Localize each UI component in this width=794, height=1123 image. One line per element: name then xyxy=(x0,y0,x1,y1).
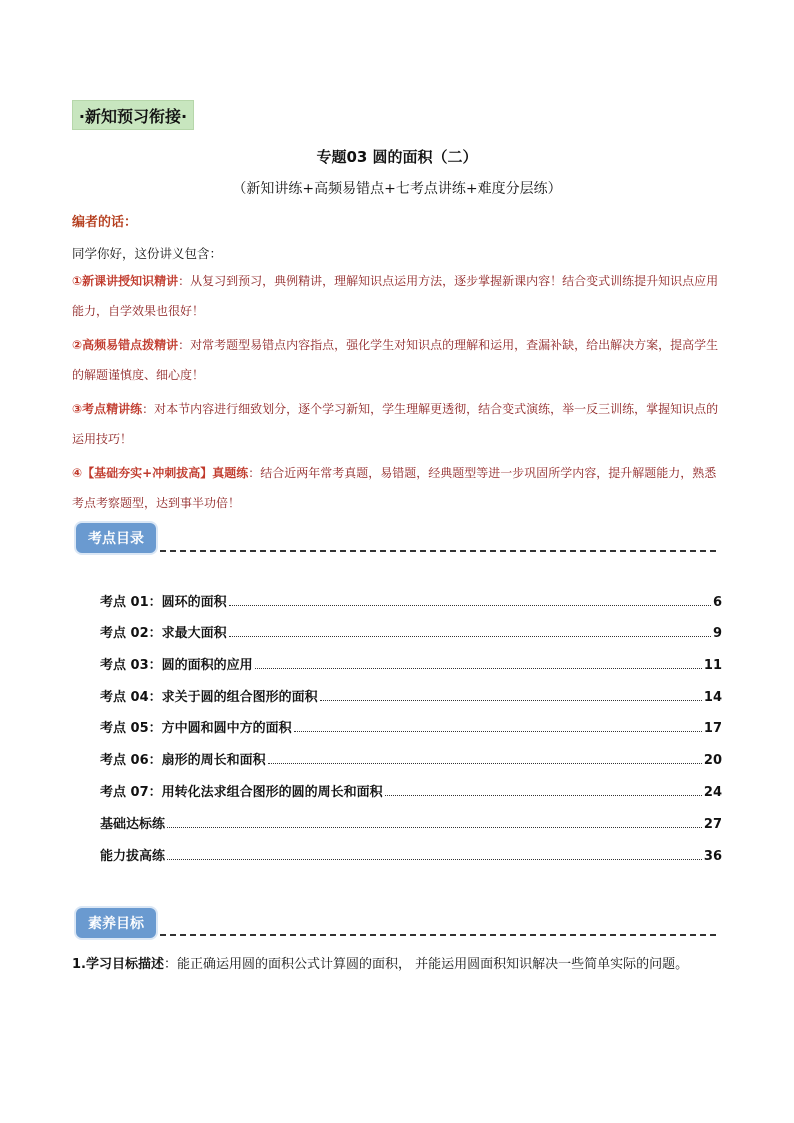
toc-leader xyxy=(268,763,702,764)
toc-label: 考点 06：扇形的周长和面积 xyxy=(100,753,266,768)
section-badge: ·新知预习衔接· xyxy=(72,100,194,130)
toc-row[interactable] xyxy=(100,653,722,673)
intro-item-text: ：结合近两年常考真题，易错题，经典题型等进一步巩固所学内容，提升解题能力，熟悉考点考察题型，达到事半功倍！ xyxy=(72,466,717,510)
toc-leader xyxy=(294,731,702,732)
toc-row[interactable] xyxy=(100,812,722,832)
toc-label: 基础达标练 xyxy=(100,817,166,832)
toc-label: 考点 05：方中圆和圆中方的面积 xyxy=(100,721,292,736)
greeting-text: 同学你好，这份讲义包含： xyxy=(72,246,223,261)
toc-leader xyxy=(385,795,702,796)
page-title: 专题03 圆的面积（二） xyxy=(316,148,478,166)
goal-tab: 素养目标 xyxy=(76,908,156,938)
toc-divider xyxy=(160,550,716,552)
goal-text: ：能正确运用圆的面积公式计算圆的面积， 并能运用圆面积知识解决一些简单实际的问题。 xyxy=(163,957,689,972)
toc-label: 能力拔高练 xyxy=(100,849,166,864)
toc-row[interactable] xyxy=(100,590,722,610)
toc-page: 14 xyxy=(703,690,722,705)
toc-label: 考点 03：圆的面积的应用 xyxy=(100,658,253,673)
toc-leader xyxy=(255,668,702,669)
toc-row[interactable] xyxy=(100,621,722,641)
toc-page: 36 xyxy=(703,849,722,864)
toc-page: 11 xyxy=(703,658,722,673)
toc-page: 6 xyxy=(712,595,722,610)
intro-item-lead: ①新课讲授知识精讲 xyxy=(72,274,179,288)
intro-item xyxy=(72,458,724,518)
learning-goal xyxy=(72,950,732,980)
toc-leader xyxy=(167,859,702,860)
toc-label: 考点 07：用转化法求组合图形的圆的周长和面积 xyxy=(100,785,383,800)
toc-label: 考点 02：求最大面积 xyxy=(100,626,227,641)
toc-label: 考点 01：圆环的面积 xyxy=(100,595,227,610)
toc-page: 27 xyxy=(703,817,722,832)
toc-label: 考点 04：求关于圆的组合图形的面积 xyxy=(100,690,318,705)
toc-page: 20 xyxy=(703,753,722,768)
intro-item-lead: ④【基础夯实+冲刺拔高】真题练 xyxy=(72,466,249,480)
page-subtitle: （新知讲练+高频易错点+七考点讲练+难度分层练） xyxy=(232,181,562,197)
intro-item-lead: ③考点精讲练 xyxy=(72,402,143,416)
intro-item-text: ：对本节内容进行细致划分，逐个学习新知，学生理解更透彻，结合变式演练，举一反三训练，掌握知识点的运用技巧！ xyxy=(72,402,719,446)
goal-divider xyxy=(160,934,716,936)
toc-leader xyxy=(320,700,702,701)
goal-number: 1.学习目标描述 xyxy=(72,957,164,972)
intro-item xyxy=(72,330,724,390)
toc-leader xyxy=(167,827,702,828)
toc-row[interactable] xyxy=(100,716,722,736)
toc-row[interactable] xyxy=(100,685,722,705)
toc-tab: 考点目录 xyxy=(76,523,156,553)
toc-page: 9 xyxy=(712,626,722,641)
toc-page: 24 xyxy=(703,785,722,800)
intro-item xyxy=(72,266,724,326)
toc-row[interactable] xyxy=(100,844,722,864)
toc-page: 17 xyxy=(703,721,722,736)
toc-leader xyxy=(229,605,711,606)
intro-item-lead: ②高频易错点拨精讲 xyxy=(72,338,179,352)
intro-item xyxy=(72,394,724,454)
toc-row[interactable] xyxy=(100,748,722,768)
editor-heading: 编者的话： xyxy=(72,215,138,230)
intro-item-text: ：从复习到预习，典例精讲，理解知识点运用方法，逐步掌握新课内容！结合变式训练提升知识点应用能力，自学效果也很好！ xyxy=(72,274,719,318)
toc-leader xyxy=(229,636,711,637)
toc-row[interactable] xyxy=(100,780,722,800)
intro-item-text: ：对常考题型易错点内容指点，强化学生对知识点的理解和运用，查漏补缺，给出解决方案，提高学生的解题谨慎度、细心度！ xyxy=(72,338,719,382)
